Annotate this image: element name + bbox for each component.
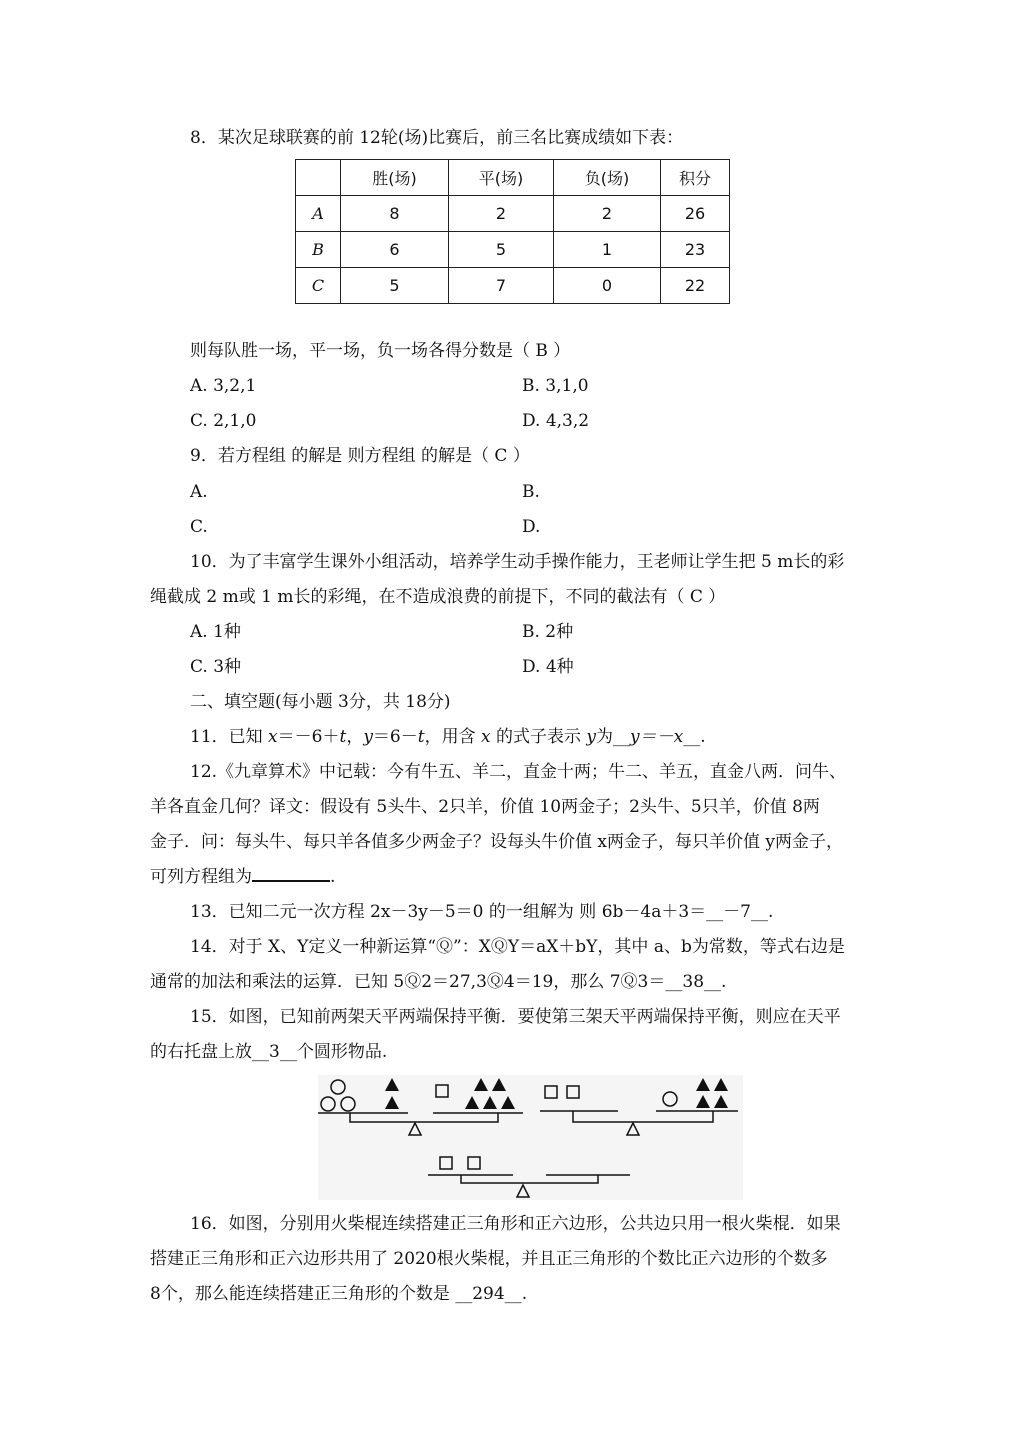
points-cell: 26 xyxy=(661,196,730,232)
q14-end: . xyxy=(721,972,727,992)
team-name: C xyxy=(296,268,341,304)
score-table xyxy=(295,159,730,304)
wins-cell: 8 xyxy=(341,196,449,232)
q15-line2-wrap xyxy=(150,1041,387,1063)
table-row xyxy=(296,268,730,304)
figure-background xyxy=(318,1075,743,1200)
q11-var-t: t xyxy=(339,727,347,747)
q10-line2: 绳截成 2 m或 1 m长的彩绳，在不造成浪费的前提下，不同的截法有（ C ） xyxy=(150,587,726,607)
table-row xyxy=(296,232,730,268)
q15-line1: 15．如图，已知前两架天平两端保持平衡．要使第三架天平两端保持平衡，则应在天平 xyxy=(190,1007,841,1027)
q12-line1: 12.《九章算术》中记载：今有牛五、羊二，直金十两；牛二、羊五，直金八两．问牛、 xyxy=(190,762,847,782)
q16-end: . xyxy=(521,1284,528,1304)
q11-var-y: y xyxy=(363,727,373,747)
q13-answer: __－7__ xyxy=(706,902,768,922)
team-name: B xyxy=(296,232,341,268)
q12-line2: 羊各直金几何？译文：假设有 5头牛、2只羊，价值 10两金子；2头牛、5只羊，价值 8两 xyxy=(150,797,820,817)
q9-option-c: C. xyxy=(190,517,208,537)
q11-text: ＝6－ xyxy=(372,727,418,747)
q11-text: 11．已知 xyxy=(190,727,269,747)
table-header-row xyxy=(296,160,730,196)
table-row xyxy=(296,196,730,232)
q11-text: ＝－6＋ xyxy=(277,727,340,747)
q15-line2b: 个圆形物品. xyxy=(296,1042,388,1062)
three-balances-figure xyxy=(318,1075,743,1200)
q16-line2: 搭建正三角形和正六边形共用了 2020根火柴棍，并且正三角形的个数比正六边形的个数多 xyxy=(150,1249,828,1269)
q12-line3: 金子．问：每头牛、每只羊各值多少两金子？设每头牛价值 x两金子，每只羊价值 y两金子， xyxy=(150,832,843,852)
q12-line4-wrap xyxy=(150,866,335,888)
team-name: A xyxy=(296,196,341,232)
q10-option-c: C. 3种 xyxy=(190,657,242,677)
q8-question: 则每队胜一场，平一场，负一场各得分数是（ B ） xyxy=(190,341,571,361)
q9-option-d: D. xyxy=(522,517,541,537)
q11-var-x: x xyxy=(268,727,278,747)
q16-line1: 16．如图，分别用火柴棍连续搭建正三角形和正六边形，公共边只用一根火柴棍．如果 xyxy=(190,1214,841,1234)
draws-cell: 7 xyxy=(449,268,554,304)
q12-end: . xyxy=(330,867,336,887)
q8-option-c: C. 2,1,0 xyxy=(190,411,257,431)
q14-answer: __38__ xyxy=(665,972,722,992)
q15-line2a: 的右托盘上放 xyxy=(150,1042,252,1062)
q11-answer: __y＝－x__ xyxy=(613,727,701,747)
q13-text: 13．已知二元一次方程 2x－3y－5＝0 的一组解为 则 6b－4a＋3＝ xyxy=(190,902,707,922)
q12-line4: 可列方程组为 xyxy=(150,867,252,887)
points-cell: 23 xyxy=(661,232,730,268)
q8-option-a: A. 3,2,1 xyxy=(190,376,257,396)
table-header-cell: 胜(场) xyxy=(341,160,449,196)
q9-option-a: A. xyxy=(190,482,208,502)
table-header-cell: 平(场) xyxy=(449,160,554,196)
losses-cell: 1 xyxy=(554,232,661,268)
q14-line2-wrap xyxy=(150,971,726,993)
q14-line1: 14．对于 X、Y定义一种新运算“Ⓠ”：XⓆY＝aX＋bY，其中 a、b为常数，等式右边是 xyxy=(190,937,845,957)
q16-line3-wrap xyxy=(150,1283,527,1305)
q13-end: . xyxy=(768,902,774,922)
q8-option-d: D. 4,3,2 xyxy=(522,411,590,431)
q11-var-x: x xyxy=(481,727,491,747)
q9-option-b: B. xyxy=(522,482,540,502)
q11-text: ，用含 xyxy=(424,727,481,747)
q10-option-a: A. 1种 xyxy=(190,622,241,642)
wins-cell: 5 xyxy=(341,268,449,304)
q14-line2: 通常的加法和乘法的运算．已知 5Ⓠ2＝27,3Ⓠ4＝19，那么 7Ⓠ3＝ xyxy=(150,972,666,992)
q11-text: ， xyxy=(346,727,364,747)
table-header-cell xyxy=(296,160,341,196)
q11-line xyxy=(190,726,706,748)
section-title: 二、填空题(每小题 3分，共 18分) xyxy=(190,692,451,712)
table-header-cell: 积分 xyxy=(661,160,730,196)
q15-answer: __3__ xyxy=(252,1042,297,1062)
q8-stem: 8．某次足球联赛的前 12轮(场)比赛后，前三名比赛成绩如下表： xyxy=(190,128,684,148)
q11-var-t: t xyxy=(417,727,425,747)
losses-cell: 2 xyxy=(554,196,661,232)
q8-option-b: B. 3,1,0 xyxy=(522,376,589,396)
answer-blank xyxy=(252,866,330,882)
q11-var-y: y xyxy=(586,727,597,747)
q10-line1: 10．为了丰富学生课外小组活动，培养学生动手操作能力，王老师让学生把 5 m长的彩 xyxy=(190,552,845,572)
wins-cell: 6 xyxy=(341,232,449,268)
q13-line xyxy=(190,901,773,923)
q10-option-b: B. 2种 xyxy=(522,622,574,642)
draws-cell: 5 xyxy=(449,232,554,268)
q10-option-d: D. 4种 xyxy=(522,657,574,677)
q16-line3: 8个，那么能连续搭建正三角形的个数是 xyxy=(150,1284,456,1304)
losses-cell: 0 xyxy=(554,268,661,304)
q11-text: 为 xyxy=(596,727,614,747)
q16-answer: __294__ xyxy=(455,1284,522,1304)
q11-end: . xyxy=(700,727,706,747)
q9-stem: 9．若方程组 的解是 则方程组 的解是（ C ） xyxy=(190,446,530,466)
points-cell: 22 xyxy=(661,268,730,304)
table-header-cell: 负(场) xyxy=(554,160,661,196)
draws-cell: 2 xyxy=(449,196,554,232)
q11-text: 的式子表示 xyxy=(490,727,587,747)
